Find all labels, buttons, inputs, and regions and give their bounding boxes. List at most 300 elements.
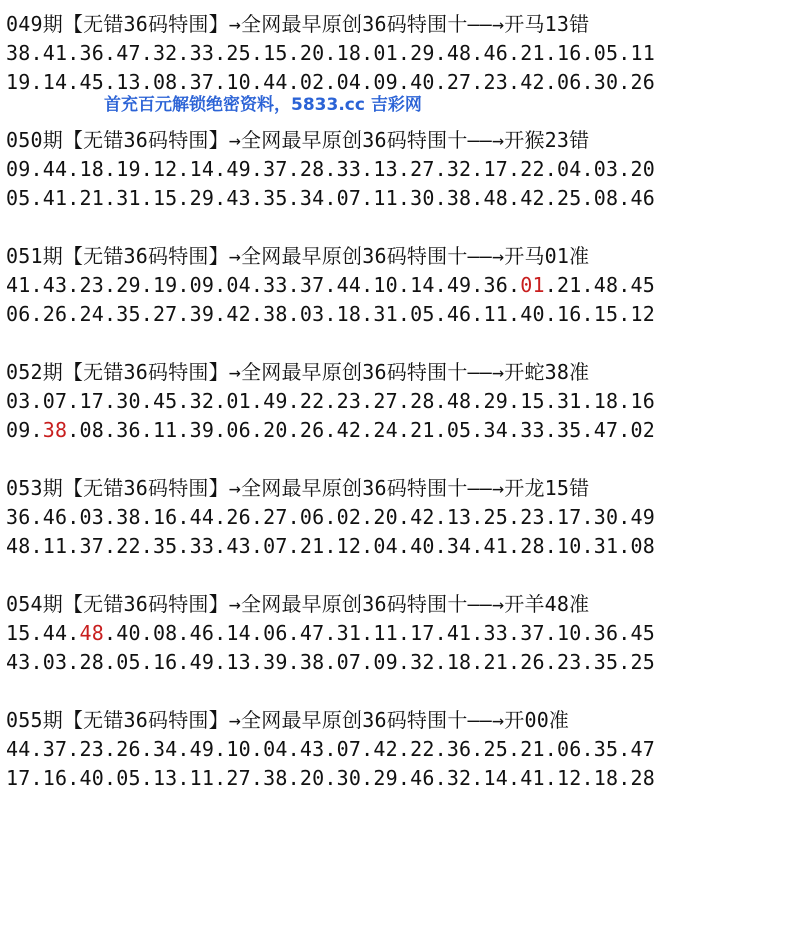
number-separator: . <box>324 534 337 558</box>
number-cell: 40 <box>410 534 435 558</box>
number-separator: . <box>471 41 484 65</box>
number-cell: 38 <box>116 505 141 529</box>
number-cell: 05 <box>116 650 141 674</box>
number-cell: 35 <box>152 534 178 558</box>
number-cell: 08 <box>593 186 619 210</box>
number-separator: . <box>508 389 521 413</box>
number-cell: 49 <box>189 650 215 674</box>
number-cell: 22 <box>410 737 435 761</box>
number-cell: 15 <box>520 389 545 413</box>
number-cell: 40 <box>79 766 104 790</box>
number-separator: . <box>581 273 594 297</box>
period-block <box>6 358 796 474</box>
number-separator: . <box>103 302 117 326</box>
number-separator: . <box>287 273 300 297</box>
number-cell: 29 <box>410 41 435 65</box>
number-cell: 39 <box>189 302 215 326</box>
number-cell: 18 <box>336 302 362 326</box>
number-cell: 14 <box>42 70 68 94</box>
number-separator: . <box>140 302 153 326</box>
number-cell: 49 <box>226 157 251 181</box>
number-cell: 03 <box>42 650 68 674</box>
number-separator: . <box>214 737 227 761</box>
number-cell: 11 <box>373 621 398 645</box>
number-separator: . <box>214 418 227 442</box>
highlighted-number: 01 <box>520 273 545 297</box>
number-separator: . <box>434 418 447 442</box>
number-separator: . <box>434 273 447 297</box>
number-separator: . <box>287 766 300 790</box>
number-separator: . <box>397 41 411 65</box>
number-separator: . <box>361 621 374 645</box>
number-separator: . <box>544 302 558 326</box>
number-cell: 12 <box>152 157 178 181</box>
number-cell: 33 <box>483 621 509 645</box>
number-cell: 27 <box>226 766 251 790</box>
number-separator: . <box>618 70 631 94</box>
number-separator: . <box>581 621 594 645</box>
number-separator: . <box>140 418 153 442</box>
number-cell: 19 <box>116 157 141 181</box>
number-cell: 29 <box>483 389 509 413</box>
number-separator: . <box>544 389 558 413</box>
number-separator: . <box>250 273 264 297</box>
number-separator: . <box>618 389 631 413</box>
number-separator: . <box>361 302 374 326</box>
number-separator: . <box>214 157 227 181</box>
number-cell: 08 <box>79 418 104 442</box>
number-separator: . <box>250 186 264 210</box>
number-separator: . <box>103 418 117 442</box>
number-cell: 44 <box>336 273 362 297</box>
number-cell: 11 <box>189 766 215 790</box>
number-cell: 42 <box>520 186 545 210</box>
number-separator: . <box>287 621 300 645</box>
number-separator: . <box>30 766 43 790</box>
number-cell: 07 <box>336 737 362 761</box>
number-separator: . <box>287 186 300 210</box>
number-cell: 25 <box>483 505 509 529</box>
number-separator: . <box>397 389 411 413</box>
number-cell: 22 <box>520 157 545 181</box>
number-separator: . <box>361 418 374 442</box>
number-separator: . <box>618 766 631 790</box>
number-separator: . <box>434 650 447 674</box>
number-separator: . <box>250 621 264 645</box>
number-separator: . <box>177 70 190 94</box>
number-row <box>6 155 796 184</box>
period-header: 051期【无错36码特围】→全网最早原创36码特围十——→开马01准 <box>6 244 590 268</box>
number-cell: 13 <box>446 505 472 529</box>
number-separator: . <box>214 766 227 790</box>
number-cell: 10 <box>373 273 398 297</box>
number-cell: 04 <box>557 157 582 181</box>
number-separator: . <box>103 273 117 297</box>
number-cell: 02 <box>299 70 325 94</box>
number-cell: 27 <box>263 505 288 529</box>
number-separator: . <box>434 41 447 65</box>
number-cell: 05 <box>410 302 435 326</box>
number-separator: . <box>214 302 227 326</box>
number-cell: 37 <box>42 737 68 761</box>
number-cell: 03 <box>79 505 104 529</box>
number-separator: . <box>103 389 117 413</box>
number-cell: 14 <box>483 766 509 790</box>
number-separator: . <box>177 650 190 674</box>
number-separator: . <box>618 650 631 674</box>
number-separator: . <box>544 186 558 210</box>
number-cell: 36 <box>483 273 509 297</box>
number-cell: 45 <box>630 273 655 297</box>
number-cell: 25 <box>557 186 582 210</box>
period-block <box>6 474 796 590</box>
number-cell: 03 <box>593 157 619 181</box>
number-separator: . <box>177 418 190 442</box>
number-separator: . <box>214 273 227 297</box>
number-separator: . <box>471 186 484 210</box>
number-cell: 14 <box>226 621 251 645</box>
number-separator: . <box>544 621 558 645</box>
number-cell: 33 <box>263 273 288 297</box>
number-cell: 29 <box>189 186 215 210</box>
number-separator: . <box>140 70 153 94</box>
number-separator: . <box>67 650 80 674</box>
number-cell: 11 <box>42 534 68 558</box>
number-separator: . <box>544 534 558 558</box>
number-separator: . <box>361 534 374 558</box>
number-cell: 18 <box>79 157 104 181</box>
number-cell: 20 <box>299 41 325 65</box>
number-separator: . <box>177 621 190 645</box>
number-separator: . <box>287 389 300 413</box>
number-cell: 49 <box>189 737 215 761</box>
number-cell: 48 <box>446 41 472 65</box>
number-cell: 09 <box>6 157 31 181</box>
number-cell: 27 <box>410 157 435 181</box>
number-separator: . <box>508 70 521 94</box>
number-cell: 06 <box>263 621 288 645</box>
number-separator: . <box>67 389 80 413</box>
period-header: 053期【无错36码特围】→全网最早原创36码特围十——→开龙15错 <box>6 476 590 500</box>
number-separator: . <box>250 737 264 761</box>
number-cell: 31 <box>593 534 619 558</box>
number-cell: 34 <box>152 737 178 761</box>
number-cell: 33 <box>336 157 362 181</box>
number-separator: . <box>434 186 447 210</box>
number-separator: . <box>618 505 631 529</box>
number-cell: 46 <box>189 621 215 645</box>
number-cell: 20 <box>299 766 325 790</box>
number-cell: 12 <box>557 766 582 790</box>
number-separator: . <box>434 621 447 645</box>
number-separator: . <box>618 186 631 210</box>
number-separator: . <box>434 70 447 94</box>
number-row <box>6 764 796 793</box>
number-separator: . <box>177 534 190 558</box>
number-separator: . <box>471 273 484 297</box>
number-cell: 19 <box>6 70 31 94</box>
number-cell: 18 <box>446 650 472 674</box>
number-cell: 09 <box>373 70 398 94</box>
number-cell: 11 <box>630 41 655 65</box>
number-cell: 34 <box>299 186 325 210</box>
number-separator: . <box>140 650 153 674</box>
number-row <box>6 416 796 445</box>
number-cell: 47 <box>299 621 325 645</box>
number-cell: 38 <box>263 302 288 326</box>
number-separator: . <box>177 766 190 790</box>
number-cell: 30 <box>593 505 619 529</box>
number-cell: 16 <box>42 766 68 790</box>
number-separator: . <box>434 737 447 761</box>
number-cell: 30 <box>593 70 619 94</box>
number-separator: . <box>618 157 631 181</box>
number-cell: 21 <box>557 273 582 297</box>
period-header: 054期【无错36码特围】→全网最早原创36码特围十——→开羊48准 <box>6 592 590 616</box>
period-header: 050期【无错36码特围】→全网最早原创36码特围十——→开猴23错 <box>6 128 590 152</box>
number-cell: 17 <box>557 505 582 529</box>
number-separator: . <box>324 41 337 65</box>
number-cell: 33 <box>189 534 215 558</box>
number-separator: . <box>544 766 558 790</box>
number-cell: 15 <box>152 186 178 210</box>
number-separator: . <box>140 621 153 645</box>
number-cell: 05 <box>6 186 31 210</box>
number-cell: 41 <box>42 186 68 210</box>
number-cell: 04 <box>336 70 362 94</box>
number-separator: . <box>250 302 264 326</box>
number-separator: . <box>250 70 264 94</box>
number-separator: . <box>324 766 337 790</box>
number-cell: 21 <box>520 737 545 761</box>
number-cell: 04 <box>373 534 398 558</box>
number-cell: 23 <box>557 650 582 674</box>
number-separator: . <box>30 41 43 65</box>
number-cell: 40 <box>410 70 435 94</box>
number-separator: . <box>67 70 80 94</box>
number-cell: 32 <box>410 650 435 674</box>
number-cell: 31 <box>373 302 398 326</box>
number-separator: . <box>397 737 411 761</box>
number-row <box>6 532 796 561</box>
number-cell: 16 <box>630 389 655 413</box>
number-cell: 21 <box>520 41 545 65</box>
number-separator: . <box>324 302 337 326</box>
number-separator: . <box>250 534 264 558</box>
number-separator: . <box>177 41 190 65</box>
number-cell: 21 <box>79 186 104 210</box>
number-cell: 14 <box>189 157 215 181</box>
number-separator: . <box>397 650 411 674</box>
number-cell: 22 <box>116 534 141 558</box>
number-separator: . <box>544 737 558 761</box>
number-cell: 15 <box>263 41 288 65</box>
number-separator: . <box>397 157 411 181</box>
number-cell: 37 <box>189 70 215 94</box>
number-separator: . <box>471 70 484 94</box>
number-separator: . <box>30 621 43 645</box>
number-cell: 08 <box>152 70 178 94</box>
number-separator: . <box>581 41 594 65</box>
number-cell: 48 <box>446 389 472 413</box>
number-separator: . <box>67 621 80 645</box>
number-cell: 25 <box>483 737 509 761</box>
number-separator: . <box>214 186 227 210</box>
number-cell: 20 <box>630 157 655 181</box>
highlighted-number: 38 <box>42 418 68 442</box>
number-cell: 38 <box>6 41 31 65</box>
number-separator: . <box>471 766 484 790</box>
number-separator: . <box>214 621 227 645</box>
number-cell: 28 <box>520 534 545 558</box>
number-separator: . <box>618 621 631 645</box>
number-separator: . <box>140 737 153 761</box>
number-separator: . <box>324 505 337 529</box>
number-separator: . <box>250 41 264 65</box>
number-separator: . <box>287 157 300 181</box>
number-cell: 27 <box>446 70 472 94</box>
number-cell: 30 <box>336 766 362 790</box>
number-separator: . <box>581 505 594 529</box>
number-cell: 37 <box>79 534 104 558</box>
number-separator: . <box>544 41 558 65</box>
number-cell: 15 <box>593 302 619 326</box>
number-cell: 39 <box>263 650 288 674</box>
number-cell: 34 <box>483 418 509 442</box>
number-separator: . <box>140 505 153 529</box>
number-cell: 30 <box>410 186 435 210</box>
number-cell: 23 <box>483 70 509 94</box>
number-separator: . <box>250 157 264 181</box>
number-separator: . <box>287 70 300 94</box>
number-cell: 16 <box>557 302 582 326</box>
number-cell: 16 <box>557 41 582 65</box>
number-separator: . <box>214 70 227 94</box>
number-cell: 02 <box>630 418 655 442</box>
number-separator: . <box>140 157 153 181</box>
number-separator: . <box>471 389 484 413</box>
number-cell: 18 <box>336 41 362 65</box>
number-separator: . <box>508 186 521 210</box>
number-cell: 46 <box>630 186 655 210</box>
number-cell: 01 <box>226 389 251 413</box>
number-separator: . <box>324 70 337 94</box>
number-cell: 37 <box>520 621 545 645</box>
number-separator: . <box>581 650 594 674</box>
number-cell: 49 <box>630 505 655 529</box>
number-separator: . <box>581 766 594 790</box>
number-cell: 43 <box>299 737 325 761</box>
number-cell: 11 <box>373 186 398 210</box>
number-separator: . <box>471 650 484 674</box>
number-cell: 41 <box>483 534 509 558</box>
number-cell: 06 <box>226 418 251 442</box>
number-separator: . <box>544 505 558 529</box>
number-cell: 13 <box>226 650 251 674</box>
period-block <box>6 590 796 706</box>
number-cell: 25 <box>630 650 655 674</box>
number-separator: . <box>618 302 631 326</box>
number-cell: 46 <box>446 302 472 326</box>
number-separator: . <box>361 41 374 65</box>
number-separator: . <box>214 505 227 529</box>
number-cell: 21 <box>299 534 325 558</box>
number-cell: 47 <box>116 41 141 65</box>
number-cell: 44 <box>6 737 31 761</box>
number-cell: 45 <box>152 389 178 413</box>
number-cell: 05 <box>593 41 619 65</box>
number-cell: 23 <box>79 737 104 761</box>
number-cell: 38 <box>446 186 472 210</box>
number-cell: 26 <box>42 302 68 326</box>
number-separator: . <box>140 41 153 65</box>
number-separator: . <box>67 186 80 210</box>
number-row <box>6 648 796 677</box>
number-cell: 08 <box>152 621 178 645</box>
number-separator: . <box>434 766 447 790</box>
number-cell: 14 <box>410 273 435 297</box>
number-separator: . <box>140 766 153 790</box>
watermark-text: 首充百元解锁绝密资料，5833.cc 吉彩网 <box>104 95 422 115</box>
number-cell: 10 <box>557 621 582 645</box>
number-cell: 18 <box>593 389 619 413</box>
number-separator: . <box>287 534 300 558</box>
number-cell: 25 <box>226 41 251 65</box>
number-cell: 28 <box>630 766 655 790</box>
number-separator: . <box>581 418 594 442</box>
number-cell: 15 <box>6 621 31 645</box>
number-cell: 45 <box>79 70 104 94</box>
number-separator: . <box>103 157 117 181</box>
number-cell: 44 <box>189 505 215 529</box>
number-separator: . <box>397 418 411 442</box>
number-cell: 03 <box>299 302 325 326</box>
number-separator: . <box>397 505 411 529</box>
number-separator: . <box>508 650 521 674</box>
number-cell: 27 <box>152 302 178 326</box>
number-separator: . <box>508 505 521 529</box>
number-cell: 40 <box>520 302 545 326</box>
number-separator: . <box>618 273 631 297</box>
number-separator: . <box>434 505 447 529</box>
number-cell: 36 <box>446 737 472 761</box>
number-separator: . <box>544 273 558 297</box>
number-separator: . <box>30 157 43 181</box>
number-separator: . <box>103 737 117 761</box>
number-cell: 35 <box>263 186 288 210</box>
number-separator: . <box>287 302 300 326</box>
number-row <box>6 300 796 329</box>
number-cell: 09 <box>373 650 398 674</box>
number-separator: . <box>214 41 227 65</box>
number-cell: 31 <box>336 621 362 645</box>
number-cell: 34 <box>446 534 472 558</box>
number-separator: . <box>508 273 521 297</box>
number-cell: 05 <box>446 418 472 442</box>
number-cell: 48 <box>6 534 31 558</box>
number-separator: . <box>103 41 117 65</box>
number-separator: . <box>361 766 374 790</box>
number-row <box>6 271 796 300</box>
number-separator: . <box>544 70 558 94</box>
number-cell: 48 <box>483 186 509 210</box>
number-separator: . <box>361 186 374 210</box>
number-separator: . <box>397 766 411 790</box>
number-cell: 23 <box>79 273 104 297</box>
number-cell: 01 <box>373 41 398 65</box>
number-cell: 21 <box>410 418 435 442</box>
number-cell: 17 <box>483 157 509 181</box>
